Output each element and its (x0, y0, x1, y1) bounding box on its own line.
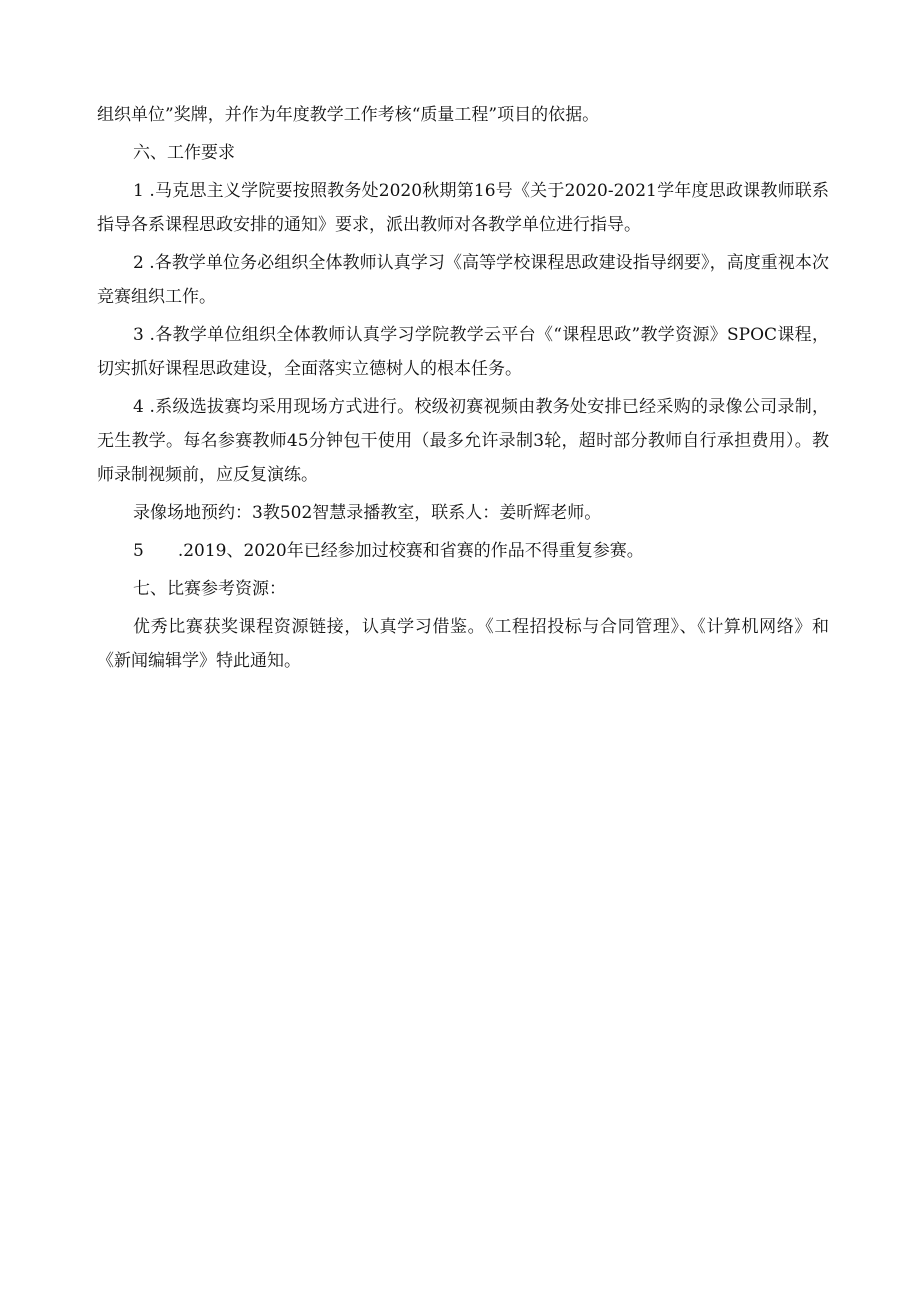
section-heading-work-requirements: 六、工作要求 (133, 143, 235, 163)
recording-venue-note: 录像场地预约：3教502智慧录播教室，联系人：姜昕辉老师。 (133, 503, 602, 523)
section-heading-reference-resources: 七、比赛参考资源： (133, 579, 286, 599)
reference-resources-paragraph: 优秀比赛获奖课程资源链接，认真学习借鉴。《工程招投标与合同管理》、《计算机网络》和《新闻编辑学》特此通知。 (97, 617, 829, 671)
requirement-item-5: 5 .2019、2020年已经参加过校赛和省赛的作品不得重复参赛。 (133, 541, 644, 561)
paragraph-continuation: 组织单位”奖牌，并作为年度教学工作考核“质量工程”项目的依据。 (97, 105, 600, 125)
document-body (97, 98, 829, 678)
requirement-item-3: 3 .各教学单位组织全体教师认真学习学院教学云平台《“课程思政”教学资源》SPOC课程，切实抓好课程思政建设，全面落实立德树人的根本任务。 (97, 325, 829, 379)
requirement-item-2: 2 .各教学单位务必组织全体教师认真学习《高等学校课程思政建设指导纲要》，高度重视本次竞赛组织工作。 (97, 253, 829, 307)
requirement-item-4: 4 .系级选拔赛均采用现场方式进行。校级初赛视频由教务处安排已经采购的录像公司录制，无生教学。每名参赛教师45分钟包干使用（最多允许录制3轮，超时部分教师自行承担费用）。教师录制视频前，应反复演练。 (97, 397, 829, 485)
requirement-item-1: 1 .马克思主义学院要按照教务处2020秋期第16号《关于2020-2021学年度思政课教师联系指导各系课程思政安排的通知》要求，派出教师对各教学单位进行指导。 (97, 181, 829, 235)
